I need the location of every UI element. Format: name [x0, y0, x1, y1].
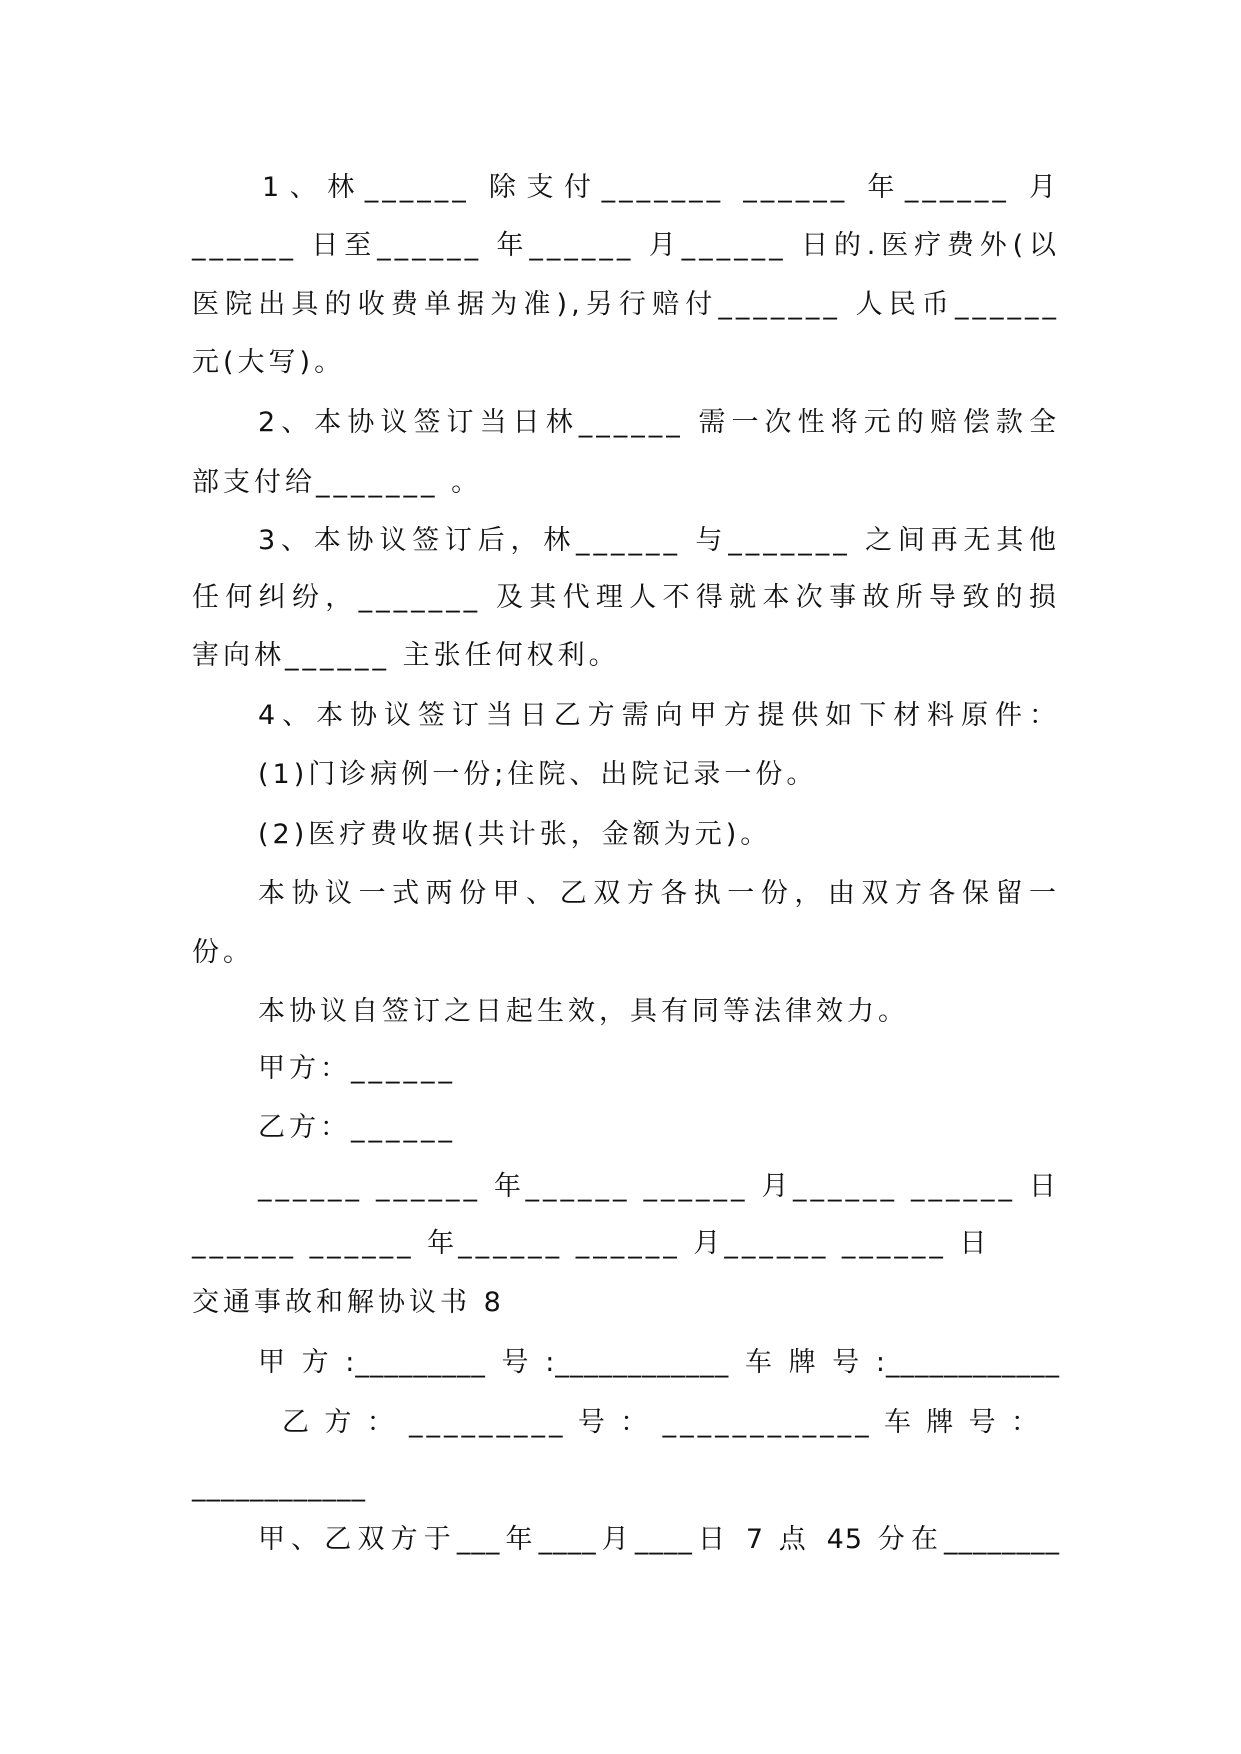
party-b-info: 乙方：_________号：____________车牌号： — [282, 1407, 1042, 1438]
paragraph-line: 甲、乙双方于___年____月____日 7 点 45 分在________ — [258, 1524, 1060, 1555]
paragraph-line: 1、林______ 除支付_______ ______ 年______ 月 — [262, 172, 1060, 203]
paragraph-line: 份。 — [192, 937, 254, 968]
paragraph-line: 害向林______ 主张任何权利。 — [192, 640, 620, 671]
paragraph-line: ______ 日至______ 年______ 月______ 日的.医疗费外(以 — [192, 230, 1060, 261]
list-item: (1)门诊病例一份;住院、出院记录一份。 — [258, 759, 818, 790]
party-a-info: 甲方:_________号:____________车牌号:____________ — [258, 1347, 1060, 1378]
paragraph-line: 任何纠纷，_______ 及其代理人不得就本次事故所导致的损 — [192, 582, 1060, 613]
section-title: 交通事故和解协议书 8 — [192, 1287, 505, 1318]
party-b-signature: 乙方：______ — [258, 1112, 456, 1143]
paragraph-line: 2、本协议签订当日林______ 需一次性将元的赔偿款全 — [258, 407, 1060, 438]
date-line: ______ ______ 年______ ______ 月______ ______ 日 — [258, 1171, 1060, 1202]
party-a-signature: 甲方：______ — [258, 1053, 456, 1084]
paragraph-line: 3、本协议签订后，林______ 与_______ 之间再无其他 — [258, 525, 1060, 556]
paragraph-line: 本协议自签订之日起生效，具有同等法律效力。 — [258, 996, 909, 1027]
list-item: (2)医疗费收据(共计张，金额为元)。 — [258, 819, 772, 850]
paragraph-line: 部支付给_______ 。 — [192, 467, 483, 498]
paragraph-line: 元(大写)。 — [192, 347, 346, 378]
paragraph-line: 本协议一式两份甲、乙双方各执一份，由双方各保留一 — [258, 878, 1060, 909]
paragraph-line: 4、本协议签订当日乙方需向甲方提供如下材料原件： — [258, 700, 1060, 731]
paragraph-line: 医院出具的收费单据为准),另行赔付_______ 人民币______ — [192, 289, 1060, 320]
date-line: ______ ______ 年______ ______ 月______ ______ 日 — [192, 1228, 991, 1259]
blank-line: ____________ — [192, 1471, 366, 1502]
